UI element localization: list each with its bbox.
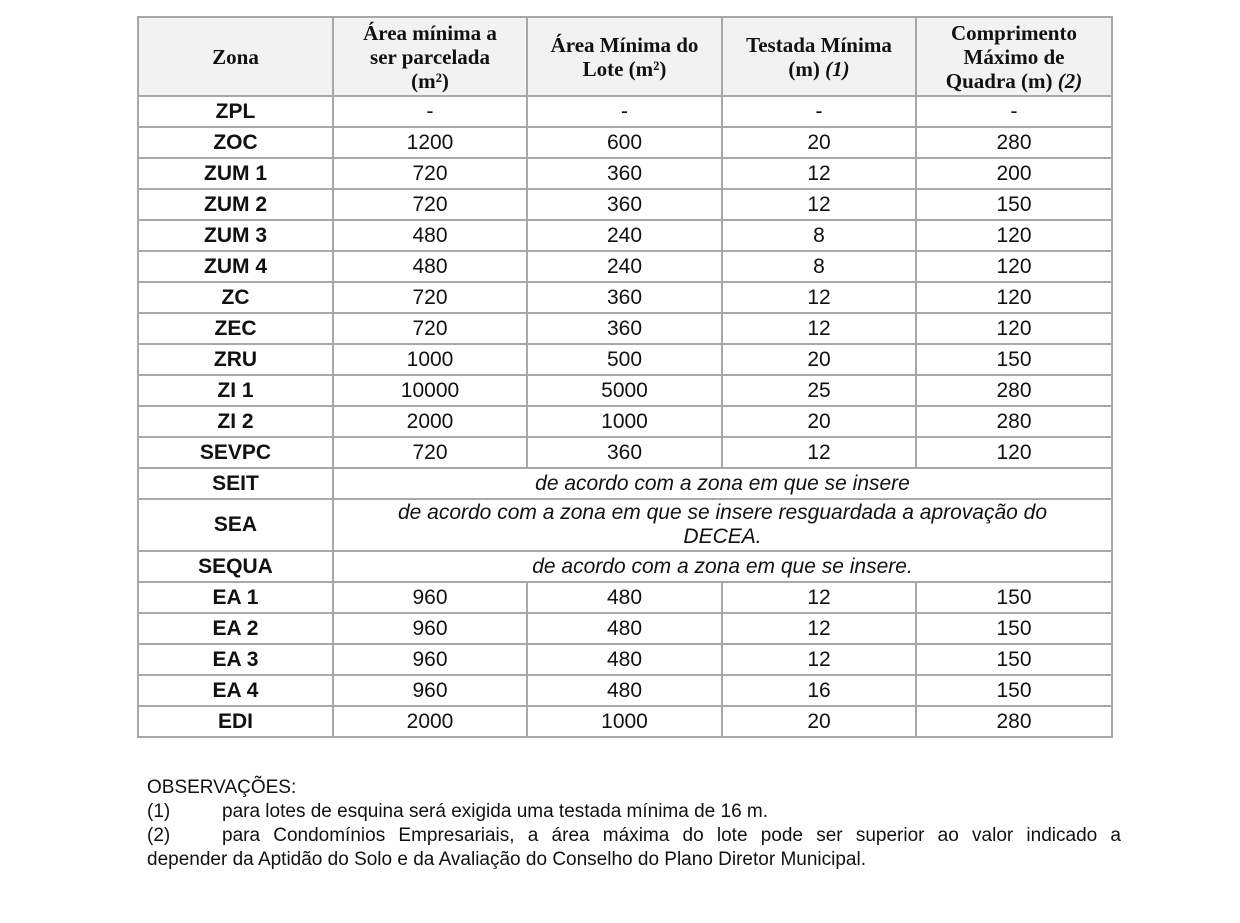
zone-cell: ZOC (138, 127, 333, 158)
zone-cell: ZEC (138, 313, 333, 344)
header-comprimento (916, 17, 1112, 96)
zone-cell: ZI 2 (138, 406, 333, 437)
table-row-merged (138, 468, 1112, 499)
table-row (138, 582, 1112, 613)
cell-area-parcelada: 960 (333, 644, 527, 675)
zoning-table (137, 16, 1113, 738)
cell-area-parcelada: 2000 (333, 706, 527, 737)
table-row (138, 96, 1112, 127)
cell-testada: 12 (722, 644, 916, 675)
observations (147, 776, 1121, 872)
cell-testada: 12 (722, 613, 916, 644)
header-area-parcelada (333, 17, 527, 96)
table-row (138, 613, 1112, 644)
cell-testada: 12 (722, 158, 916, 189)
zone-cell: ZUM 1 (138, 158, 333, 189)
cell-area-parcelada: 10000 (333, 375, 527, 406)
cell-comprimento: 120 (916, 220, 1112, 251)
table-row (138, 127, 1112, 158)
cell-testada: 20 (722, 706, 916, 737)
cell-testada: 12 (722, 582, 916, 613)
table-body (138, 96, 1112, 737)
cell-testada: 16 (722, 675, 916, 706)
cell-testada: 12 (722, 437, 916, 468)
cell-area-lote: 500 (527, 344, 722, 375)
note-number: (2) (147, 825, 171, 846)
zone-cell: ZUM 3 (138, 220, 333, 251)
cell-area-parcelada: 960 (333, 582, 527, 613)
cell-area-parcelada: 720 (333, 282, 527, 313)
table-row (138, 189, 1112, 220)
header-row (138, 17, 1112, 96)
note-text: para lotes de esquina será exigida uma testada mínima de 16 m. (222, 801, 769, 822)
header-text: Lote (m²) (582, 56, 667, 81)
cell-area-parcelada: 2000 (333, 406, 527, 437)
cell-area-parcelada: 960 (333, 675, 527, 706)
cell-area-parcelada: 480 (333, 220, 527, 251)
header-text: Área mínima a (363, 20, 497, 45)
table-row (138, 375, 1112, 406)
cell-area-lote: 240 (527, 220, 722, 251)
cell-area-lote: 1000 (527, 706, 722, 737)
cell-comprimento: - (916, 96, 1112, 127)
cell-area-lote: 600 (527, 127, 722, 158)
table-row (138, 437, 1112, 468)
table-row (138, 220, 1112, 251)
cell-testada: 12 (722, 282, 916, 313)
header-text: Máximo de (963, 44, 1065, 69)
cell-area-lote: 240 (527, 251, 722, 282)
cell-testada: 25 (722, 375, 916, 406)
cell-testada: 20 (722, 127, 916, 158)
header-zona-text: Zona (212, 44, 259, 69)
cell-area-parcelada: 720 (333, 313, 527, 344)
cell-comprimento: 150 (916, 344, 1112, 375)
cell-area-lote: - (527, 96, 722, 127)
note-2 (147, 824, 1121, 848)
header-text: ser parcelada (370, 44, 490, 69)
header-zona (138, 17, 333, 96)
header-area-lote (527, 17, 722, 96)
header-text: Quadra (m) (945, 68, 1053, 93)
header-text: Testada Mínima (746, 32, 892, 57)
table-row-merged (138, 499, 1112, 551)
cell-area-parcelada: 480 (333, 251, 527, 282)
footnote-ref: (1) (825, 56, 850, 81)
cell-comprimento: 150 (916, 189, 1112, 220)
cell-area-parcelada: 720 (333, 189, 527, 220)
cell-testada: 20 (722, 344, 916, 375)
merged-note-text: DECEA. (683, 525, 762, 548)
cell-comprimento: 120 (916, 313, 1112, 344)
header-text: (m²) (411, 68, 449, 93)
zone-cell: SEQUA (138, 551, 333, 582)
table-row-merged (138, 551, 1112, 582)
header-testada (722, 17, 916, 96)
cell-area-lote: 1000 (527, 406, 722, 437)
merged-note-cell: de acordo com a zona em que se insere. (333, 551, 1112, 582)
zone-cell: ZUM 4 (138, 251, 333, 282)
header-text: Área Mínima do (550, 32, 699, 57)
header-text: Comprimento (951, 20, 1077, 45)
note-text-continuation: depender da Aptidão do Solo e da Avaliação do Conselho do Plano Diretor Municipal. (147, 849, 866, 870)
cell-comprimento: 280 (916, 706, 1112, 737)
cell-area-lote: 360 (527, 189, 722, 220)
cell-comprimento: 280 (916, 375, 1112, 406)
cell-comprimento: 150 (916, 675, 1112, 706)
table-row (138, 158, 1112, 189)
zone-cell: SEIT (138, 468, 333, 499)
cell-comprimento: 200 (916, 158, 1112, 189)
zone-cell: EA 4 (138, 675, 333, 706)
merged-note-cell: de acordo com a zona em que se insere (333, 468, 1112, 499)
cell-area-lote: 5000 (527, 375, 722, 406)
zone-cell: SEVPC (138, 437, 333, 468)
cell-area-parcelada: 960 (333, 613, 527, 644)
cell-area-parcelada: 1200 (333, 127, 527, 158)
cell-area-lote: 360 (527, 282, 722, 313)
cell-testada: 12 (722, 313, 916, 344)
table-row (138, 251, 1112, 282)
cell-area-lote: 360 (527, 313, 722, 344)
table-row (138, 644, 1112, 675)
note-text: para Condomínios Empresariais, a área máxima do lote pode ser superior ao valor indicado a (222, 825, 1121, 846)
cell-area-parcelada: 1000 (333, 344, 527, 375)
cell-area-lote: 360 (527, 437, 722, 468)
cell-comprimento: 150 (916, 582, 1112, 613)
table-row (138, 706, 1112, 737)
cell-comprimento: 150 (916, 613, 1112, 644)
cell-area-lote: 480 (527, 613, 722, 644)
cell-area-lote: 480 (527, 644, 722, 675)
cell-area-lote: 480 (527, 675, 722, 706)
zone-cell: EA 3 (138, 644, 333, 675)
zone-cell: EA 2 (138, 613, 333, 644)
table-row (138, 406, 1112, 437)
footnote-ref: (2) (1057, 68, 1083, 93)
table-row (138, 282, 1112, 313)
merged-note-cell (333, 499, 1112, 551)
table-row (138, 344, 1112, 375)
cell-testada: 20 (722, 406, 916, 437)
table-row (138, 313, 1112, 344)
cell-comprimento: 120 (916, 282, 1112, 313)
cell-testada: 12 (722, 189, 916, 220)
cell-comprimento: 150 (916, 644, 1112, 675)
cell-testada: 8 (722, 220, 916, 251)
zone-cell: ZUM 2 (138, 189, 333, 220)
note-1 (147, 800, 1121, 824)
cell-area-lote: 480 (527, 582, 722, 613)
observations-title: OBSERVAÇÕES: (147, 777, 297, 798)
merged-note-text: de acordo com a zona em que se insere resguardada a aprovação do (397, 501, 1048, 524)
cell-testada: 8 (722, 251, 916, 282)
zone-cell: ZPL (138, 96, 333, 127)
cell-comprimento: 280 (916, 127, 1112, 158)
header-text: (m) (788, 56, 820, 81)
cell-comprimento: 280 (916, 406, 1112, 437)
cell-area-parcelada: 720 (333, 437, 527, 468)
table-row (138, 675, 1112, 706)
note-number: (1) (147, 801, 171, 822)
zone-cell: EDI (138, 706, 333, 737)
cell-comprimento: 120 (916, 437, 1112, 468)
cell-area-parcelada: - (333, 96, 527, 127)
cell-testada: - (722, 96, 916, 127)
cell-area-lote: 360 (527, 158, 722, 189)
zone-cell: EA 1 (138, 582, 333, 613)
zone-cell: SEA (138, 499, 333, 551)
zone-cell: ZI 1 (138, 375, 333, 406)
cell-area-parcelada: 720 (333, 158, 527, 189)
zone-cell: ZC (138, 282, 333, 313)
zone-cell: ZRU (138, 344, 333, 375)
cell-comprimento: 120 (916, 251, 1112, 282)
